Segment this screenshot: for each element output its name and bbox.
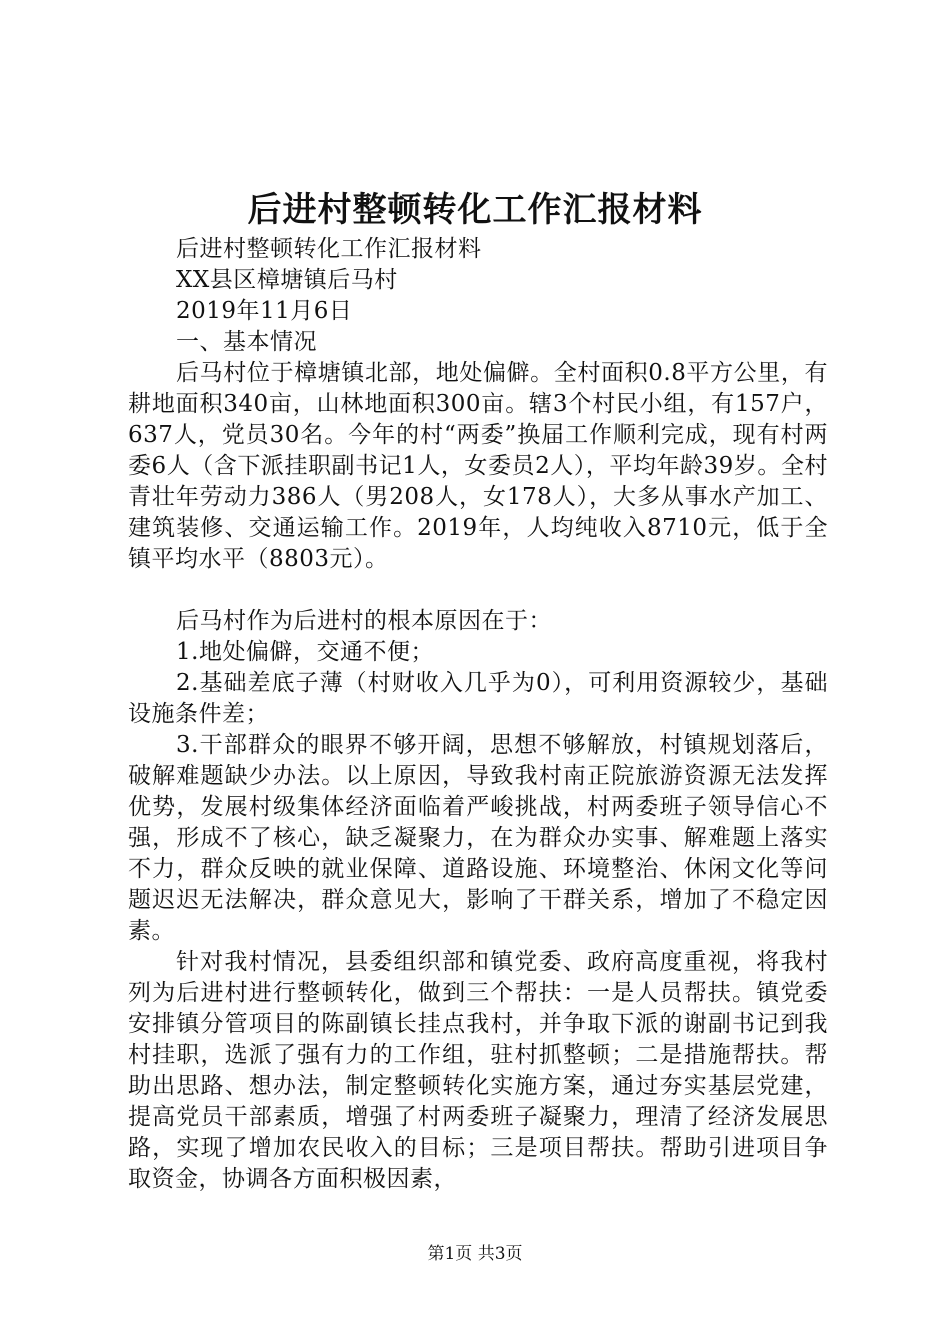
paragraph-cause-1: 1.地处偏僻，交通不便； [176,639,434,665]
paragraph-location: XX县区樟塘镇后马村 [176,267,398,293]
paragraph-basic-info: 后马村位于樟塘镇北部，地处偏僻。全村面积0.8平方公里，有耕地面积340亩，山林地面积300亩。辖3个村民小组，有157户，637人，党员30名。今年的村“两委”换届工作顺利完成，现有村两委6人（含下派挂职副书记1人，女委员2人），平均年龄39岁。全村青壮年劳动力386人（男208人，女178人），大多从事水产加工、建筑装修、交通运输工作。2019年，人均纯收入8710元，低于全镇平均水平（8803元）。 [128,360,828,572]
document-title: 后进村整顿转化工作汇报材料 [247,190,703,230]
paragraph-cause-3: 3.干部群众的眼界不够开阔，思想不够解放，村镇规划落后，破解难题缺少办法。以上原因，导致我村南正院旅游资源无法发挥优势，发展村级集体经济面临着严峻挑战，村两委班子领导信心不强，形成不了核心，缺乏凝聚力，在为群众办实事、解难题上落实不力，群众反映的就业保障、道路设施、环境整治、休闲文化等问题迟迟无法解决，群众意见大，影响了干群关系，增加了不稳定因素。 [128,732,828,944]
paragraph-measures: 针对我村情况，县委组织部和镇党委、政府高度重视，将我村列为后进村进行整顿转化，做到三个帮扶：一是人员帮扶。镇党委安排镇分管项目的陈副镇长挂点我村，并争取下派的谢副书记到我村挂职，选派了强有力的工作组，驻村抓整顿；二是措施帮扶。帮助出思路、想办法，制定整顿转化实施方案，通过夯实基层党建，提高党员干部素质，增强了村两委班子凝聚力，理清了经济发展思路，实现了增加农民收入的目标；三是项目帮扶。帮助引进项目争取资金，协调各方面积极因素， [128,949,828,1192]
page-footer: 第1页 共3页 [427,1244,523,1264]
paragraph-date: 2019年11月6日 [176,298,353,324]
paragraph-heading-repeat: 后进村整顿转化工作汇报材料 [176,236,482,262]
document-body [128,234,828,1195]
paragraph-cause-2: 2.基础差底子薄（村财收入几乎为0），可利用资源较少，基础设施条件差； [128,670,828,727]
paragraph-causes-intro: 后马村作为后进村的根本原因在于： [176,608,552,634]
section-heading-basic: 一、基本情况 [176,329,317,355]
